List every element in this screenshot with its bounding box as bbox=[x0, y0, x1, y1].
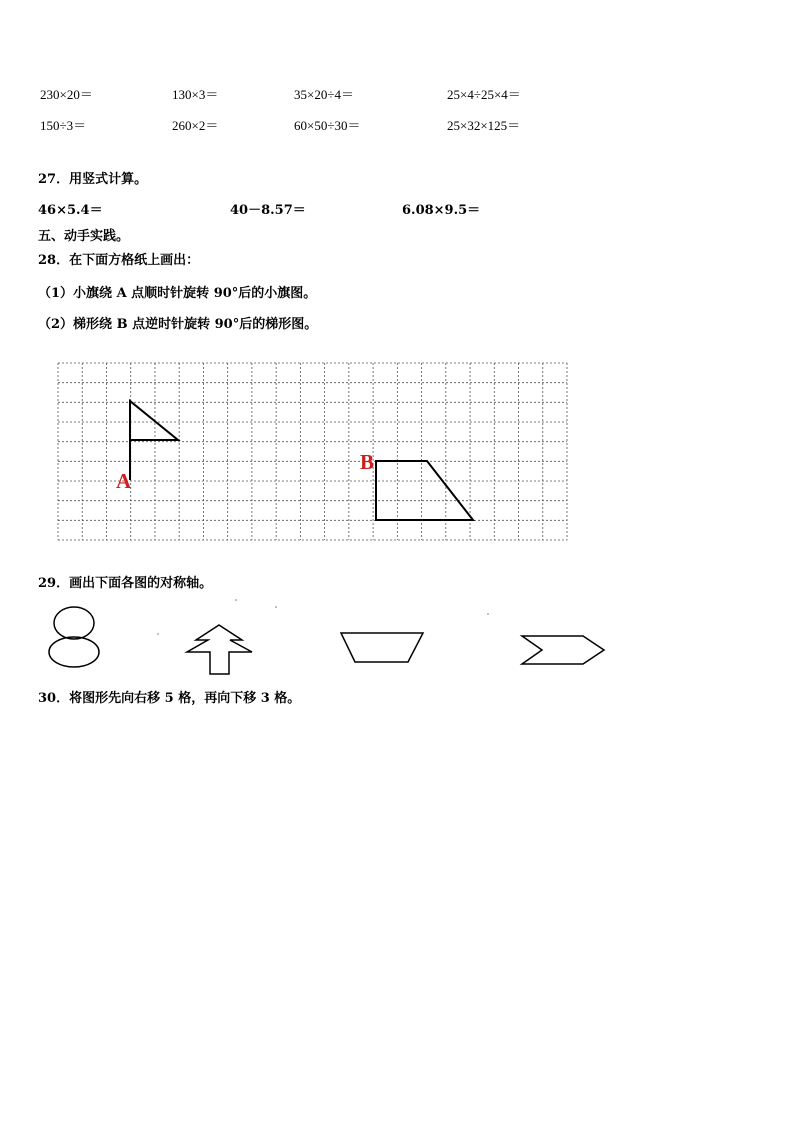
q30-title: 30．将图形先向右移 5 格，再向下移 3 格。 bbox=[38, 691, 301, 706]
q27-title: 27．用竖式计算。 bbox=[38, 172, 148, 187]
trapezoid-figure bbox=[376, 461, 473, 520]
calc-r1-c4: 25×4÷25×4＝ bbox=[447, 87, 521, 102]
symmetry-figures bbox=[0, 590, 794, 680]
q28-part1: （1）小旗绕 A 点顺时针旋转 90°后的小旗图。 bbox=[38, 286, 317, 301]
flag-triangle bbox=[130, 401, 178, 440]
calc-r2-c4: 25×32×125＝ bbox=[447, 118, 521, 133]
flag-figure bbox=[130, 401, 178, 480]
point-b-label: B bbox=[360, 450, 375, 474]
q27-problem-3: 6.08×9.5＝ bbox=[402, 203, 481, 218]
calc-r2-c3: 60×50÷30＝ bbox=[294, 118, 361, 133]
grid-lines bbox=[58, 363, 567, 540]
calc-r1-c1: 230×20＝ bbox=[40, 87, 93, 102]
isosceles-trapezoid-shape bbox=[341, 633, 423, 662]
q27-problem-2: 40－8.57＝ bbox=[230, 203, 306, 218]
calc-r2-c2: 260×2＝ bbox=[172, 118, 219, 133]
calc-r1-c3: 35×20÷4＝ bbox=[294, 87, 354, 102]
arrow-shape bbox=[522, 636, 604, 664]
q28-title: 28．在下面方格纸上画出： bbox=[38, 253, 200, 268]
point-a-label: A bbox=[116, 469, 132, 493]
calc-r2-c1: 150÷3＝ bbox=[40, 118, 87, 133]
tree-shape bbox=[187, 625, 252, 674]
figure-eight-shape bbox=[49, 607, 99, 667]
calc-r1-c2: 130×3＝ bbox=[172, 87, 219, 102]
q29-title: 29．画出下面各图的对称轴。 bbox=[38, 576, 213, 591]
q27-problem-1: 46×5.4＝ bbox=[38, 203, 103, 218]
section5-title: 五、动手实践。 bbox=[38, 229, 130, 244]
q28-part2: （2）梯形绕 B 点逆时针旋转 90°后的梯形图。 bbox=[38, 317, 318, 332]
